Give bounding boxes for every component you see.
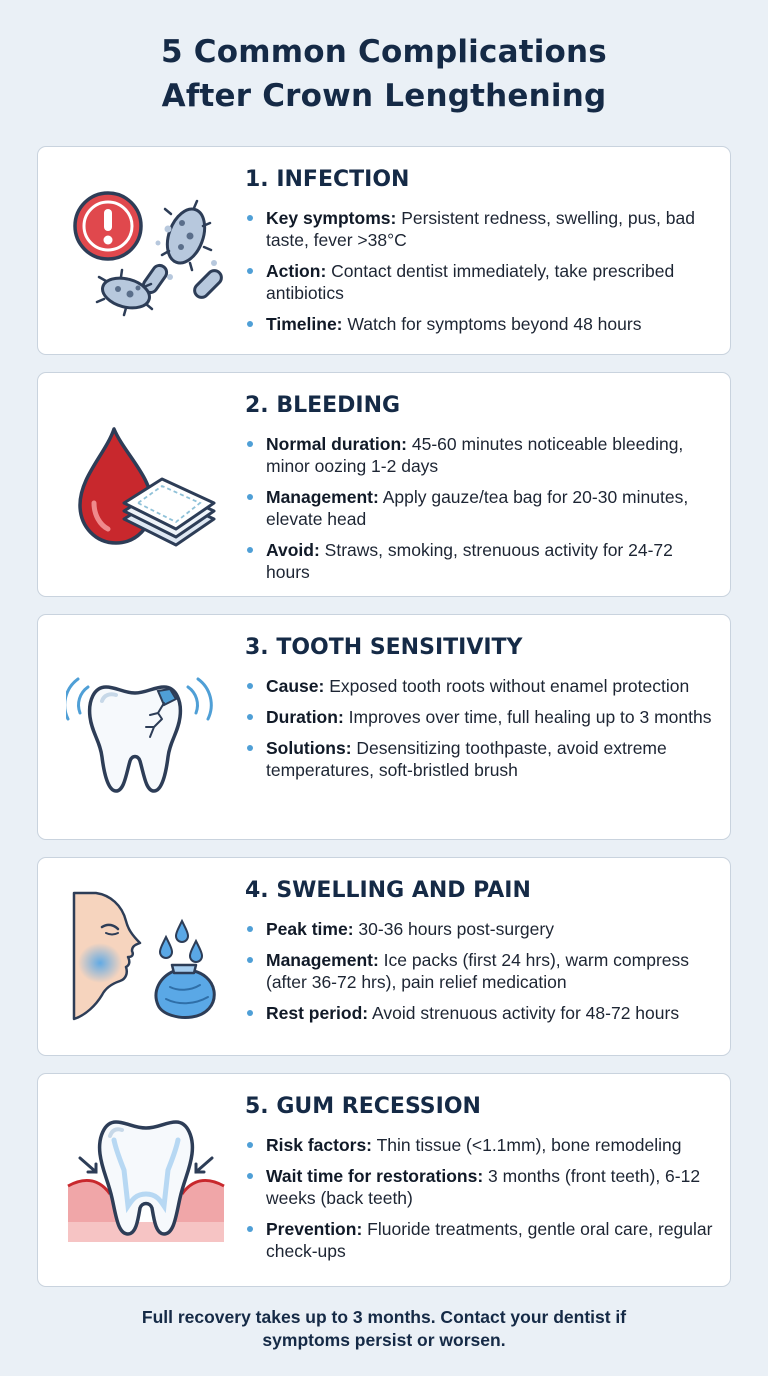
list-item [245, 1218, 715, 1262]
card-title-swelling-and-pain: 4. SWELLING AND PAIN [245, 878, 531, 903]
card-infection [37, 146, 731, 355]
item-text: Exposed tooth roots without enamel protection [329, 676, 690, 696]
page-title [0, 30, 768, 118]
item-label: Key symptoms: [266, 208, 397, 228]
card-title-gum-recession: 5. GUM RECESSION [245, 1094, 481, 1119]
item-label: Management: [266, 487, 379, 507]
cracked-tooth-icon [66, 615, 226, 839]
list-item [245, 1134, 715, 1156]
list-item [245, 918, 715, 940]
card-tooth-sensitivity [37, 614, 731, 840]
list-item [245, 486, 715, 530]
item-label: Risk factors: [266, 1135, 373, 1155]
bacteria-warning-icon [66, 147, 226, 354]
list-item [245, 1002, 715, 1024]
item-label: Prevention: [266, 1219, 363, 1239]
item-label: Duration: [266, 707, 344, 727]
item-label: Management: [266, 950, 379, 970]
item-label: Peak time: [266, 919, 354, 939]
item-text: Desensitizing toothpaste, avoid extreme temperatures, soft-bristled brush [266, 738, 667, 780]
item-text: Apply gauze/tea bag for 20-30 minutes, elevate head [266, 487, 689, 529]
item-text: Thin tissue (<1.1mm), bone remodeling [376, 1135, 682, 1155]
item-text: 45-60 minutes noticeable bleeding, minor oozing 1-2 days [266, 434, 684, 476]
item-text: Ice packs (first 24 hrs), warm compress (after 36-72 hrs), pain relief medication [266, 950, 690, 992]
list-item [245, 949, 715, 993]
list-item [245, 539, 715, 583]
list-item [245, 706, 715, 728]
item-text: Improves over time, full healing up to 3 months [348, 707, 712, 727]
item-text: Avoid strenuous activity for 48-72 hours [372, 1003, 680, 1023]
item-label: Rest period: [266, 1003, 369, 1023]
page-title-line-2: After Crown Lengthening [161, 78, 607, 114]
item-label: Timeline: [266, 314, 343, 334]
page-title-line-1: 5 Common Complications [161, 34, 607, 70]
item-label: Solutions: [266, 738, 352, 758]
item-text: 30-36 hours post-surgery [358, 919, 554, 939]
card-gum-recession [37, 1073, 731, 1287]
card-title-tooth-sensitivity: 3. TOOTH SENSITIVITY [245, 635, 523, 660]
list-item [245, 1165, 715, 1209]
tooth-gum-recession-icon [66, 1074, 226, 1286]
footer-line-2: symptoms persist or worsen. [262, 1330, 506, 1350]
list-item [245, 207, 715, 251]
item-label: Cause: [266, 676, 325, 696]
item-text: Persistent redness, swelling, pus, bad taste, fever >38°C [266, 208, 695, 250]
item-text: Watch for symptoms beyond 48 hours [347, 314, 642, 334]
item-label: Avoid: [266, 540, 320, 560]
footer-line-1: Full recovery takes up to 3 months. Contact your dentist if [141, 1307, 627, 1327]
list-item [245, 260, 715, 304]
card-bleeding [37, 372, 731, 597]
card-title-bleeding: 2. BLEEDING [245, 393, 401, 418]
item-label: Wait time for restorations: [266, 1166, 484, 1186]
list-item [245, 313, 715, 335]
list-item [245, 433, 715, 477]
footer-note [0, 1306, 768, 1352]
card-title-infection: 1. INFECTION [245, 167, 410, 192]
item-text: Contact dentist immediately, take prescribed antibiotics [266, 261, 675, 303]
item-text: Straws, smoking, strenuous activity for 24-72 hours [266, 540, 673, 582]
item-text: 3 months (front teeth), 6-12 weeks (back teeth) [266, 1166, 701, 1208]
blood-drop-gauze-icon [66, 373, 226, 596]
face-ice-pack-icon [66, 858, 226, 1055]
item-label: Action: [266, 261, 327, 281]
list-item [245, 675, 715, 697]
card-swelling-and-pain [37, 857, 731, 1056]
item-label: Normal duration: [266, 434, 407, 454]
list-item [245, 737, 715, 781]
item-text: Fluoride treatments, gentle oral care, regular check-ups [266, 1219, 713, 1261]
